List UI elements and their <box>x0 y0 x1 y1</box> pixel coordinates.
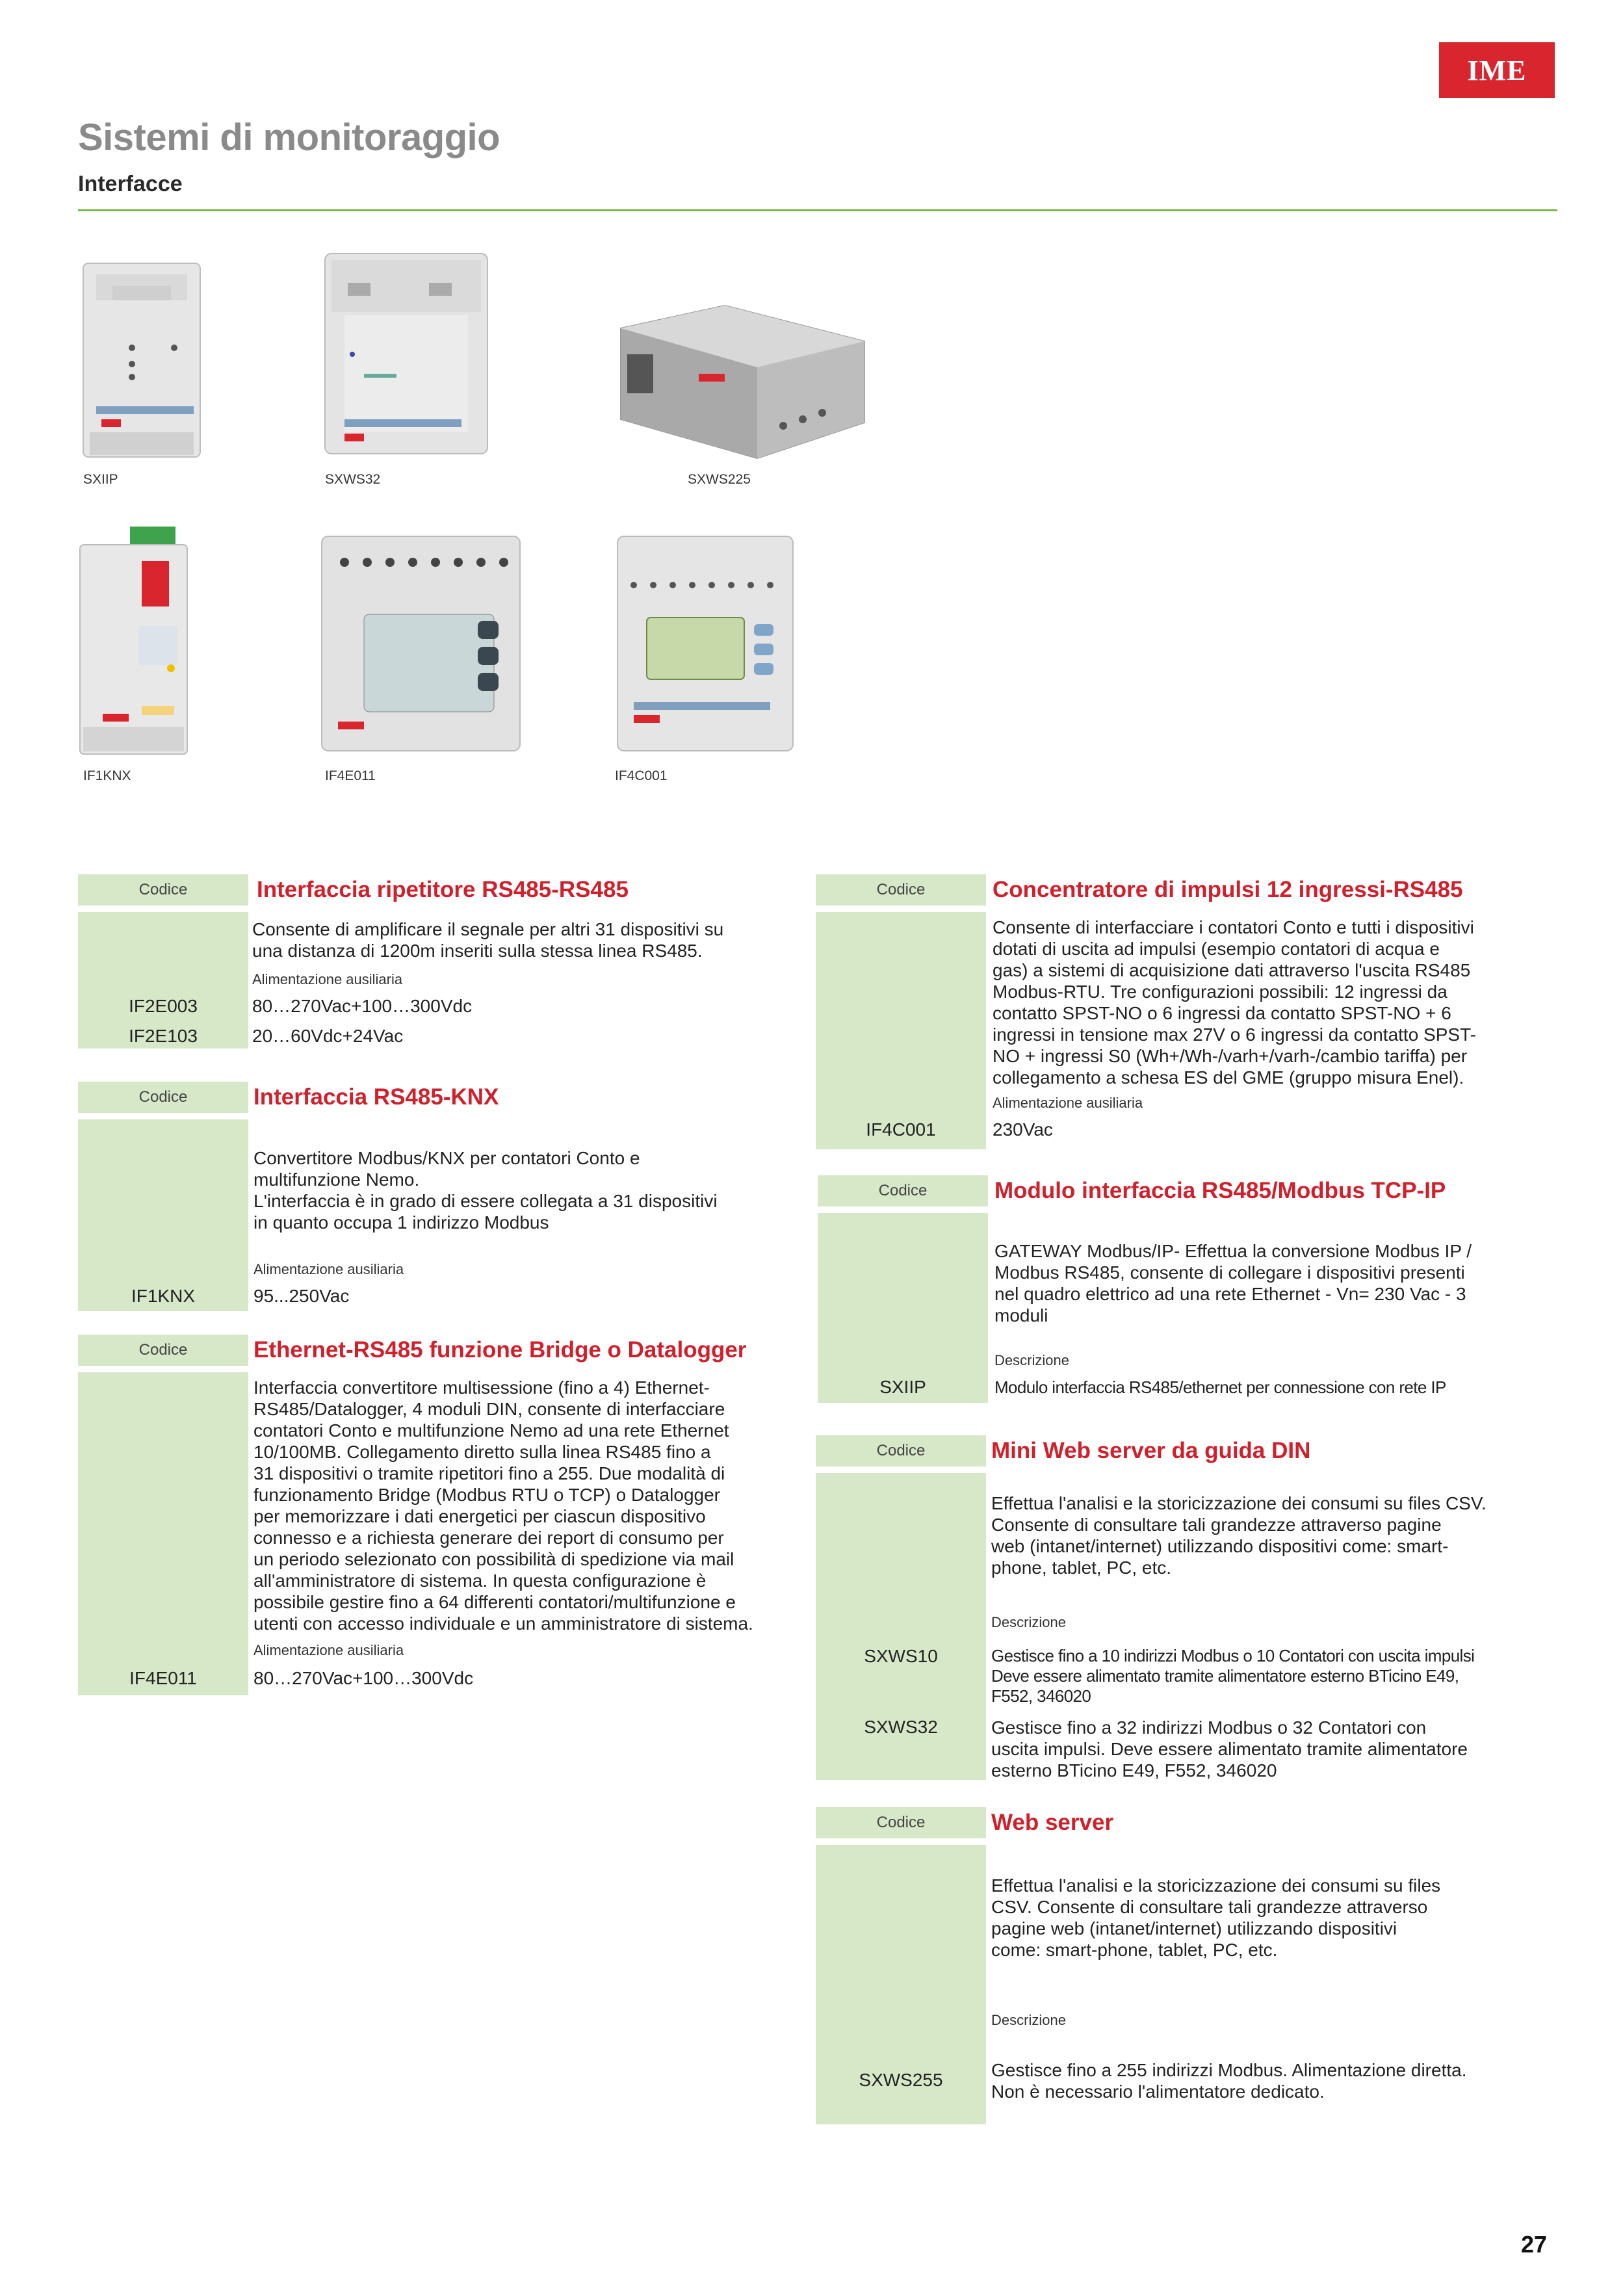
section-description: Consente di amplificare il segnale per altri 31 dispositivi su una distanza di 1200m inseriti sulla stessa linea RS485. <box>252 919 724 961</box>
description-label: Descrizione <box>991 1614 1066 1630</box>
product-image-sxws32 <box>318 250 494 458</box>
page-title: Sistemi di monitoraggio <box>78 116 500 159</box>
product-image-sxws225 <box>608 302 868 462</box>
codice-header: Codice <box>78 1082 248 1113</box>
ime-logo: IME <box>1439 42 1555 98</box>
section-description: GATEWAY Modbus/IP- Effettua la conversione Modbus IP / Modbus RS485, consente di collegare i dispositivi presenti nel quadro elettrico ad una rete Ethernet - Vn= 230 Vac - 3 moduli <box>994 1241 1472 1325</box>
product-code: SXWS255 <box>859 2070 943 2090</box>
description-label: Descrizione <box>994 1352 1069 1368</box>
product-code: SXWS10 <box>864 1646 938 1666</box>
section-title: Mini Web server da guida DIN <box>991 1438 1311 1463</box>
product-label: SXWS225 <box>688 472 751 487</box>
codice-header: Codice <box>816 1807 986 1838</box>
power-value: 20…60Vdc+24Vac <box>252 1026 404 1046</box>
product-code: IF4E011 <box>129 1668 197 1688</box>
codice-header: Codice <box>78 874 248 906</box>
product-code: IF4C001 <box>866 1119 936 1140</box>
code-column <box>818 1213 988 1403</box>
product-code: IF1KNX <box>131 1286 196 1306</box>
product-image-if4e011 <box>318 533 526 757</box>
section-description: Effettua l'analisi e la storicizzazione dei consumi su files CSV. Consente di consultare tali grandezze attraverso pagine web (intanet/internet) utilizzando dispositivi come: smart- phone, tablet, PC, etc. <box>991 1493 1487 1578</box>
product-label: IF4E011 <box>325 768 376 783</box>
section-title: Interfaccia ripetitore RS485-RS485 <box>257 877 629 902</box>
page-number: 27 <box>1521 2231 1548 2258</box>
code-column <box>78 1119 248 1311</box>
section-description: Consente di interfacciare i contatori Conto e tutti i dispositivi dotati di uscita ad impulsi (esempio contatori di acqua e gas) a sistemi di acquisizione dati attraverso l'uscita RS485 Modbus-RTU. Tre configurazioni possibili: 12 ingressi da contatto SPST-NO o 6 ingressi da contatto SPST-NO + 6 ingressi in tensione max 27V o 6 ingressi da contatto SPST- NO + ingressi S0 (Wh+/Wh-/varh+/varh-/cambio tariffa) per collegamento a schesa ES del GME (gruppo misura Enel). <box>993 917 1476 1088</box>
section-description: Interfaccia convertitore multisessione (fino a 4) Ethernet- RS485/Datalogger, 4 moduli DIN, consente di interfacciare contatori Conto e multifunzione Nemo ad una rete Ethernet 10/100MB. Collegamento diretto sulla linea RS485 fino a 31 dispositivi o tramite ripetitori fino a 255. Due modalità di funzionamento Bridge (Modbus RTU o TCP) o Datalogger per memorizzare i dati energetici per ciascun dispositivo connesso e a richiesta generare dei report di consumo per un periodo selezionato con possibilità di spedizione via mail all'amministratore di sistema. In questa configurazione è possibile gestire fino a 64 differenti contatori/multifunzione e utenti con accesso individuale e un amministratore di sistema. <box>253 1377 753 1634</box>
codice-header: Codice <box>816 1435 986 1467</box>
product-image-if1knx <box>77 525 190 758</box>
product-description: Gestisce fino a 32 indirizzi Modbus o 32 Contatori con uscita impulsi. Deve essere alimentato tramite alimentatore esterno BTicino E49, F552, 346020 <box>991 1717 1468 1781</box>
product-code: SXIIP <box>879 1377 926 1397</box>
section-title: Ethernet-RS485 funzione Bridge o Datalogger <box>253 1337 747 1363</box>
product-description: Gestisce fino a 10 indirizzi Modbus o 10 Contatori con uscita impulsi Deve essere alimentato tramite alimentatore esterno BTicino E49, F552, 346020 <box>991 1646 1475 1706</box>
product-label: SXIIP <box>83 472 118 487</box>
power-value: 80…270Vac+100…300Vdc <box>253 1668 474 1688</box>
product-label: IF1KNX <box>83 768 131 783</box>
section-title: Modulo interfaccia RS485/Modbus TCP-IP <box>994 1178 1446 1203</box>
section-title: Concentratore di impulsi 12 ingressi-RS485 <box>993 877 1463 902</box>
codice-header: Codice <box>78 1335 248 1366</box>
section-description: Effettua l'analisi e la storicizzazione dei consumi su files CSV. Consente di consultare tali grandezze attraverso pagine web (intanet/internet) utilizzando dispositivi come: smart-phone, tablet, PC, etc. <box>991 1875 1441 1960</box>
header-rule <box>78 209 1557 211</box>
code-column <box>78 1372 248 1695</box>
aux-supply-label: Alimentazione ausiliaria <box>993 1095 1143 1111</box>
power-value: 80…270Vac+100…300Vdc <box>252 996 473 1016</box>
aux-supply-label: Alimentazione ausiliaria <box>252 971 403 987</box>
product-image-sxiip <box>77 260 207 460</box>
product-description: Modulo interfaccia RS485/ethernet per connessione con rete IP <box>994 1377 1446 1397</box>
codice-header: Codice <box>818 1175 988 1207</box>
code-column <box>816 912 986 1149</box>
power-value: 95...250Vac <box>253 1286 350 1306</box>
section-title: Interfaccia RS485-KNX <box>253 1084 499 1110</box>
aux-supply-label: Alimentazione ausiliaria <box>253 1261 404 1277</box>
product-label: IF4C001 <box>615 768 668 783</box>
section-description: Convertitore Modbus/KNX per contatori Conto e multifunzione Nemo. L'interfaccia è in grado di essere collegata a 31 dispositivi in quanto occupa 1 indirizzo Modbus <box>253 1148 718 1233</box>
codice-header: Codice <box>816 874 986 906</box>
aux-supply-label: Alimentazione ausiliaria <box>253 1642 404 1658</box>
product-code: IF2E003 <box>129 996 198 1016</box>
description-label: Descrizione <box>991 2012 1066 2028</box>
product-code: SXWS32 <box>864 1717 938 1737</box>
product-code: IF2E103 <box>129 1026 198 1046</box>
product-label: SXWS32 <box>325 472 381 487</box>
product-image-if4c001 <box>614 533 796 757</box>
section-title: Web server <box>991 1810 1114 1835</box>
product-description: Gestisce fino a 255 indirizzi Modbus. Alimentazione diretta. Non è necessario l'alimentatore dedicato. <box>991 2060 1467 2102</box>
power-value: 230Vac <box>993 1119 1053 1140</box>
page-subtitle: Interfacce <box>78 172 183 196</box>
